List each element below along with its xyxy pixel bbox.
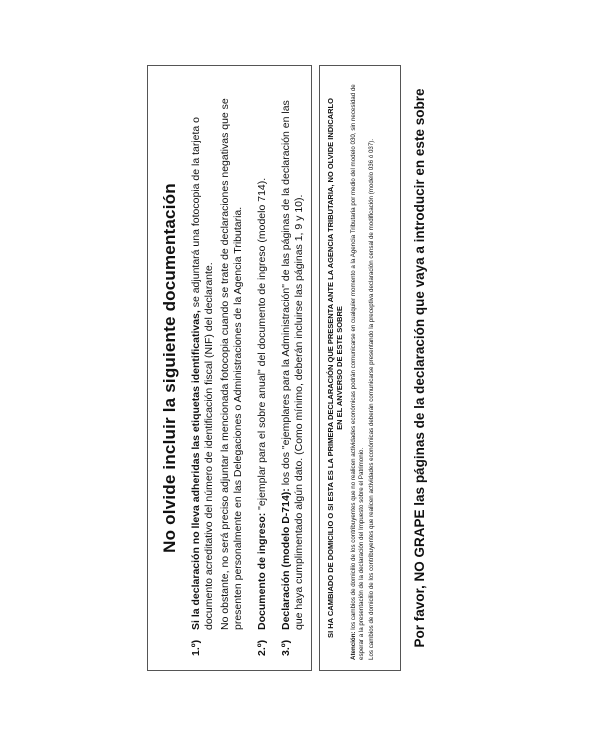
address-change-title bbox=[326, 76, 344, 660]
item-text bbox=[256, 80, 272, 630]
item-body: se adjuntará una fotocopia de la tarjeta o documento acreditativo del número de identificación fiscal (NIF) del declarante. bbox=[190, 116, 215, 630]
list-item bbox=[256, 80, 272, 656]
item-text bbox=[280, 80, 309, 630]
attention-label: Atención: bbox=[350, 631, 357, 660]
attention-text: los cambios de domicilio de los contribuyentes que no realicen actividades económicas podrán comunicarse en cualquier momento a la Agencia Tributaria por medio del modelo 030, sin necesidad de esperar a la presentación de la declaración del Impuesto sobre el Patrimonio. bbox=[350, 84, 365, 660]
no-staple-notice: Por favor, NO GRAPE las páginas de la declaración que vaya a introducir en este sobre bbox=[412, 88, 427, 648]
item-number: 1.º) bbox=[190, 639, 202, 656]
documentation-title: No olvide incluir la siguiente documentación bbox=[160, 183, 179, 553]
item-lead: Si la declaración no lleva adheridas las etiquetas identificativas, bbox=[190, 310, 202, 630]
list-item bbox=[190, 80, 248, 656]
item-lead: Declaración (modelo D-714): bbox=[280, 488, 292, 630]
item-text bbox=[190, 80, 248, 630]
list-item bbox=[280, 80, 309, 656]
item-number: 3.º) bbox=[280, 639, 292, 656]
economic-activity-note: Los cambios de domicilio de los contribuyentes que realicen actividades económicas deberán comunicarse presentando la preceptiva declaración censal de modificación (modelo 036 ó 037). bbox=[368, 138, 375, 660]
item-body: los dos "ejemplares para la Administración" de las páginas de la declaración en las que haya cumplimentado algún dato. (Como mínimo, deberán incluirse las páginas 1, 9 y 10). bbox=[280, 100, 305, 630]
address-title-line-1: SI HA CAMBIADO DE DOMICILIO O SI ESTA ES LA PRIMERA DECLARACIÓN QUE PRESENTA ANTE LA AGENCIA TRIBUTARIA, NO OLVIDE INDICARLO bbox=[326, 98, 335, 638]
item-number: 2.º) bbox=[256, 639, 268, 656]
attention-note bbox=[350, 76, 366, 660]
address-change-box bbox=[319, 65, 401, 671]
item-body: "ejemplar para el sobre anual" del documento de ingreso (modelo 714). bbox=[256, 177, 268, 513]
item-lead: Documento de ingreso: bbox=[256, 512, 268, 630]
item-extra: No obstante, no será preciso adjuntar la mencionada fotocopia cuando se trate de declaraciones negativas que se presenten personalmente en las Delegaciones o Administraciones de la Agencia Tributaria. bbox=[219, 98, 244, 630]
address-title-line-2: EN EL ANVERSO DE ESTE SOBRE bbox=[335, 306, 344, 430]
documentation-box bbox=[147, 65, 312, 671]
